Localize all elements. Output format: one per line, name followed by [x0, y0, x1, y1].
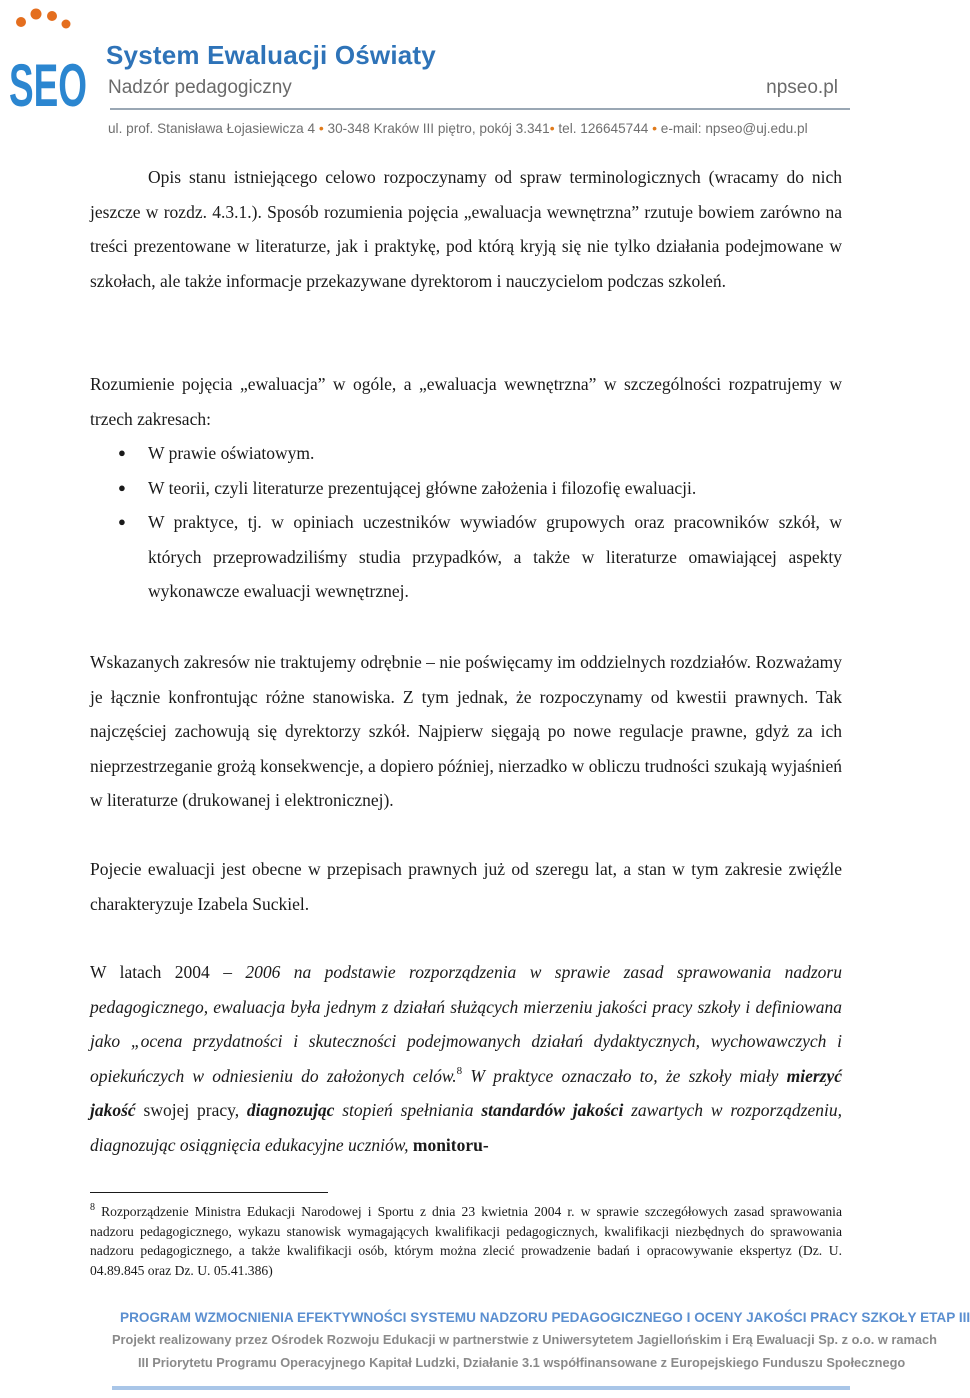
bullet-icon: ● [118, 514, 126, 529]
emphasis-text: standardów jakości [481, 1100, 624, 1120]
header-title: System Ewaluacji Oświaty [106, 40, 436, 70]
footer-program: PROGRAM WZMOCNIENIA EFEKTYWNOŚCI SYSTEMU NADZORU PEDAGOGICZNEGO I OCENY JAKOŚCI PRACY SZKOŁY ETAP III [120, 1310, 970, 1325]
footnote-reference[interactable]: 8 [456, 1064, 463, 1077]
address-separator: • [318, 120, 324, 136]
paragraph-intro: Opis stanu istniejącego celowo rozpoczynamy od spraw terminologicznych (wracamy do nich jeszcze w rozdz. 4.3.1.). Sposób rozumienia pojęcia „ewaluacja wewnętrzna” rzutuje bowiem zarówno na treści prezentowane w literaturze, jak i praktykę, pod którą kryją się nie tylko działania podejmowane w szkołach, ale także informacje przekazywane dyrektorom i nauczycielom podczas szkoleń. [90, 167, 842, 291]
address-separator: • [652, 120, 658, 136]
list-item [90, 471, 842, 506]
bullet-icon: ● [118, 479, 126, 495]
footnote-number: 8 [90, 1202, 95, 1213]
quote-text: stopień spełniania [334, 1100, 482, 1120]
quote-text: W praktyce oznaczało to, że szkoły miały [462, 1065, 787, 1086]
scope-list [90, 436, 842, 609]
quote-text: swojej pracy, [135, 1100, 247, 1120]
quote-text: 2006 na podstawie rozporządzenia w sprawie zasad sprawowania nadzoru pedagogicznego, ewaluacja była jednym z działań służących mierzeniu jakości pracy szkoły i definiowana jako „ocena przydatności i skuteczności podejmowanych działań dydaktycznych, wychowawczych i opiekuńczych w odniesieniu do założonych celów. [90, 962, 842, 1086]
paragraph-quote [90, 955, 842, 1162]
footnote-divider [90, 1192, 328, 1193]
address-email[interactable]: e-mail: npseo@uj.edu.pl [660, 121, 808, 136]
footer-bar [112, 1386, 850, 1390]
footnote-text: Rozporządzenie Ministra Edukacji Narodowej i Sportu z dnia 23 kwietnia 2004 r. w sprawie szczegółowych zasad sprawowania nadzoru pedagogicznego, wykazu stanowisk wymagających kwalifikacji pedagogicznych, kwalifikacji niezbędnych do sprawowania nadzoru pedagogicznego, a także kwalifikacji osób, którym można zlecić prowadzenie badań i opracowywanie ekspertyz (Dz. U. 04.89.845 oraz Dz. U. 05.41.386) [90, 1204, 842, 1278]
list-item [90, 436, 842, 471]
header-site-link[interactable]: npseo.pl [766, 77, 838, 98]
footnote [90, 1202, 842, 1280]
header-address [108, 120, 808, 136]
address-separator: • [549, 120, 555, 136]
address-street: ul. prof. Stanisława Łojasiewicza 4 [108, 121, 316, 136]
seo-logo [6, 6, 90, 119]
header-subtitle: Nadzór pedagogiczny [108, 77, 292, 98]
header-divider [110, 108, 850, 110]
list-item-text: W prawie oświatowym. [148, 443, 315, 463]
bullet-icon: ● [118, 445, 126, 460]
footer-funding: III Priorytetu Programu Operacyjnego Kapitał Ludzki, Działanie 3.1 współfinansowane z Europejskiego Funduszu Społecznego [138, 1355, 906, 1370]
quote-text: zawartych w rozporządzeniu, diagnozując osiągnięcia edukacyjne uczniów, [90, 1100, 842, 1155]
address-city: 30-348 Kraków III piętro, pokój 3.341 [327, 121, 550, 136]
quote-text: W latach 2004 – [90, 962, 246, 982]
list-item [90, 505, 842, 609]
paragraph-approach: Wskazanych zakresów nie traktujemy odrębnie – nie poświęcamy im oddzielnych rozdziałów. Rozważamy je łącznie konfrontując różne stanowiska. Z tym jednak, że rozpoczynamy od kwestii prawnych. Tak najczęściej zachowują się dyrektorzy szkół. Najpierw sięgają po nowe regulacje prawne, gdyż za ich nieprzestrzeganie grożą konsekwencje, a dopiero później, nierzadko w obliczu trudności szukają wyjaśnień w literaturze (drukowanej i elektronicznej). [90, 652, 842, 810]
emphasis-text: monitoru- [412, 1134, 489, 1155]
list-item-text: W praktyce, tj. w opiniach uczestników wywiadów grupowych oraz pracowników szkół, w których przeprowadziliśmy studia przypadków, a także w literaturze omawiającej aspekty wykonawcze ewaluacji wewnętrznej. [148, 512, 842, 601]
paragraph-legal: Pojecie ewaluacji jest obecne w przepisach prawnych już od szeregu lat, a stan w tym zakresie zwięźle charakteryzuje Izabela Suckiel. [90, 859, 842, 914]
emphasis-text: mierzyć jakość [90, 1065, 842, 1120]
list-item-text: W teorii, czyli literaturze prezentującej główne założenia i filozofię ewaluacji. [148, 477, 697, 498]
logo-text: SEO [9, 52, 87, 119]
address-phone: tel. 126645744 [558, 121, 649, 136]
emphasis-text: diagnozując [246, 1100, 335, 1120]
paragraph-scope: Rozumienie pojęcia „ewaluacja” w ogóle, a „ewaluacja wewnętrzna” w szczególności rozpatrujemy w trzech zakresach: [90, 374, 842, 429]
footer-project: Projekt realizowany przez Ośrodek Rozwoju Edukacji w partnerstwie z Uniwersytetem Jagiellońskim i Erą Ewaluacji Sp. z o.o. w ramach [112, 1332, 937, 1347]
